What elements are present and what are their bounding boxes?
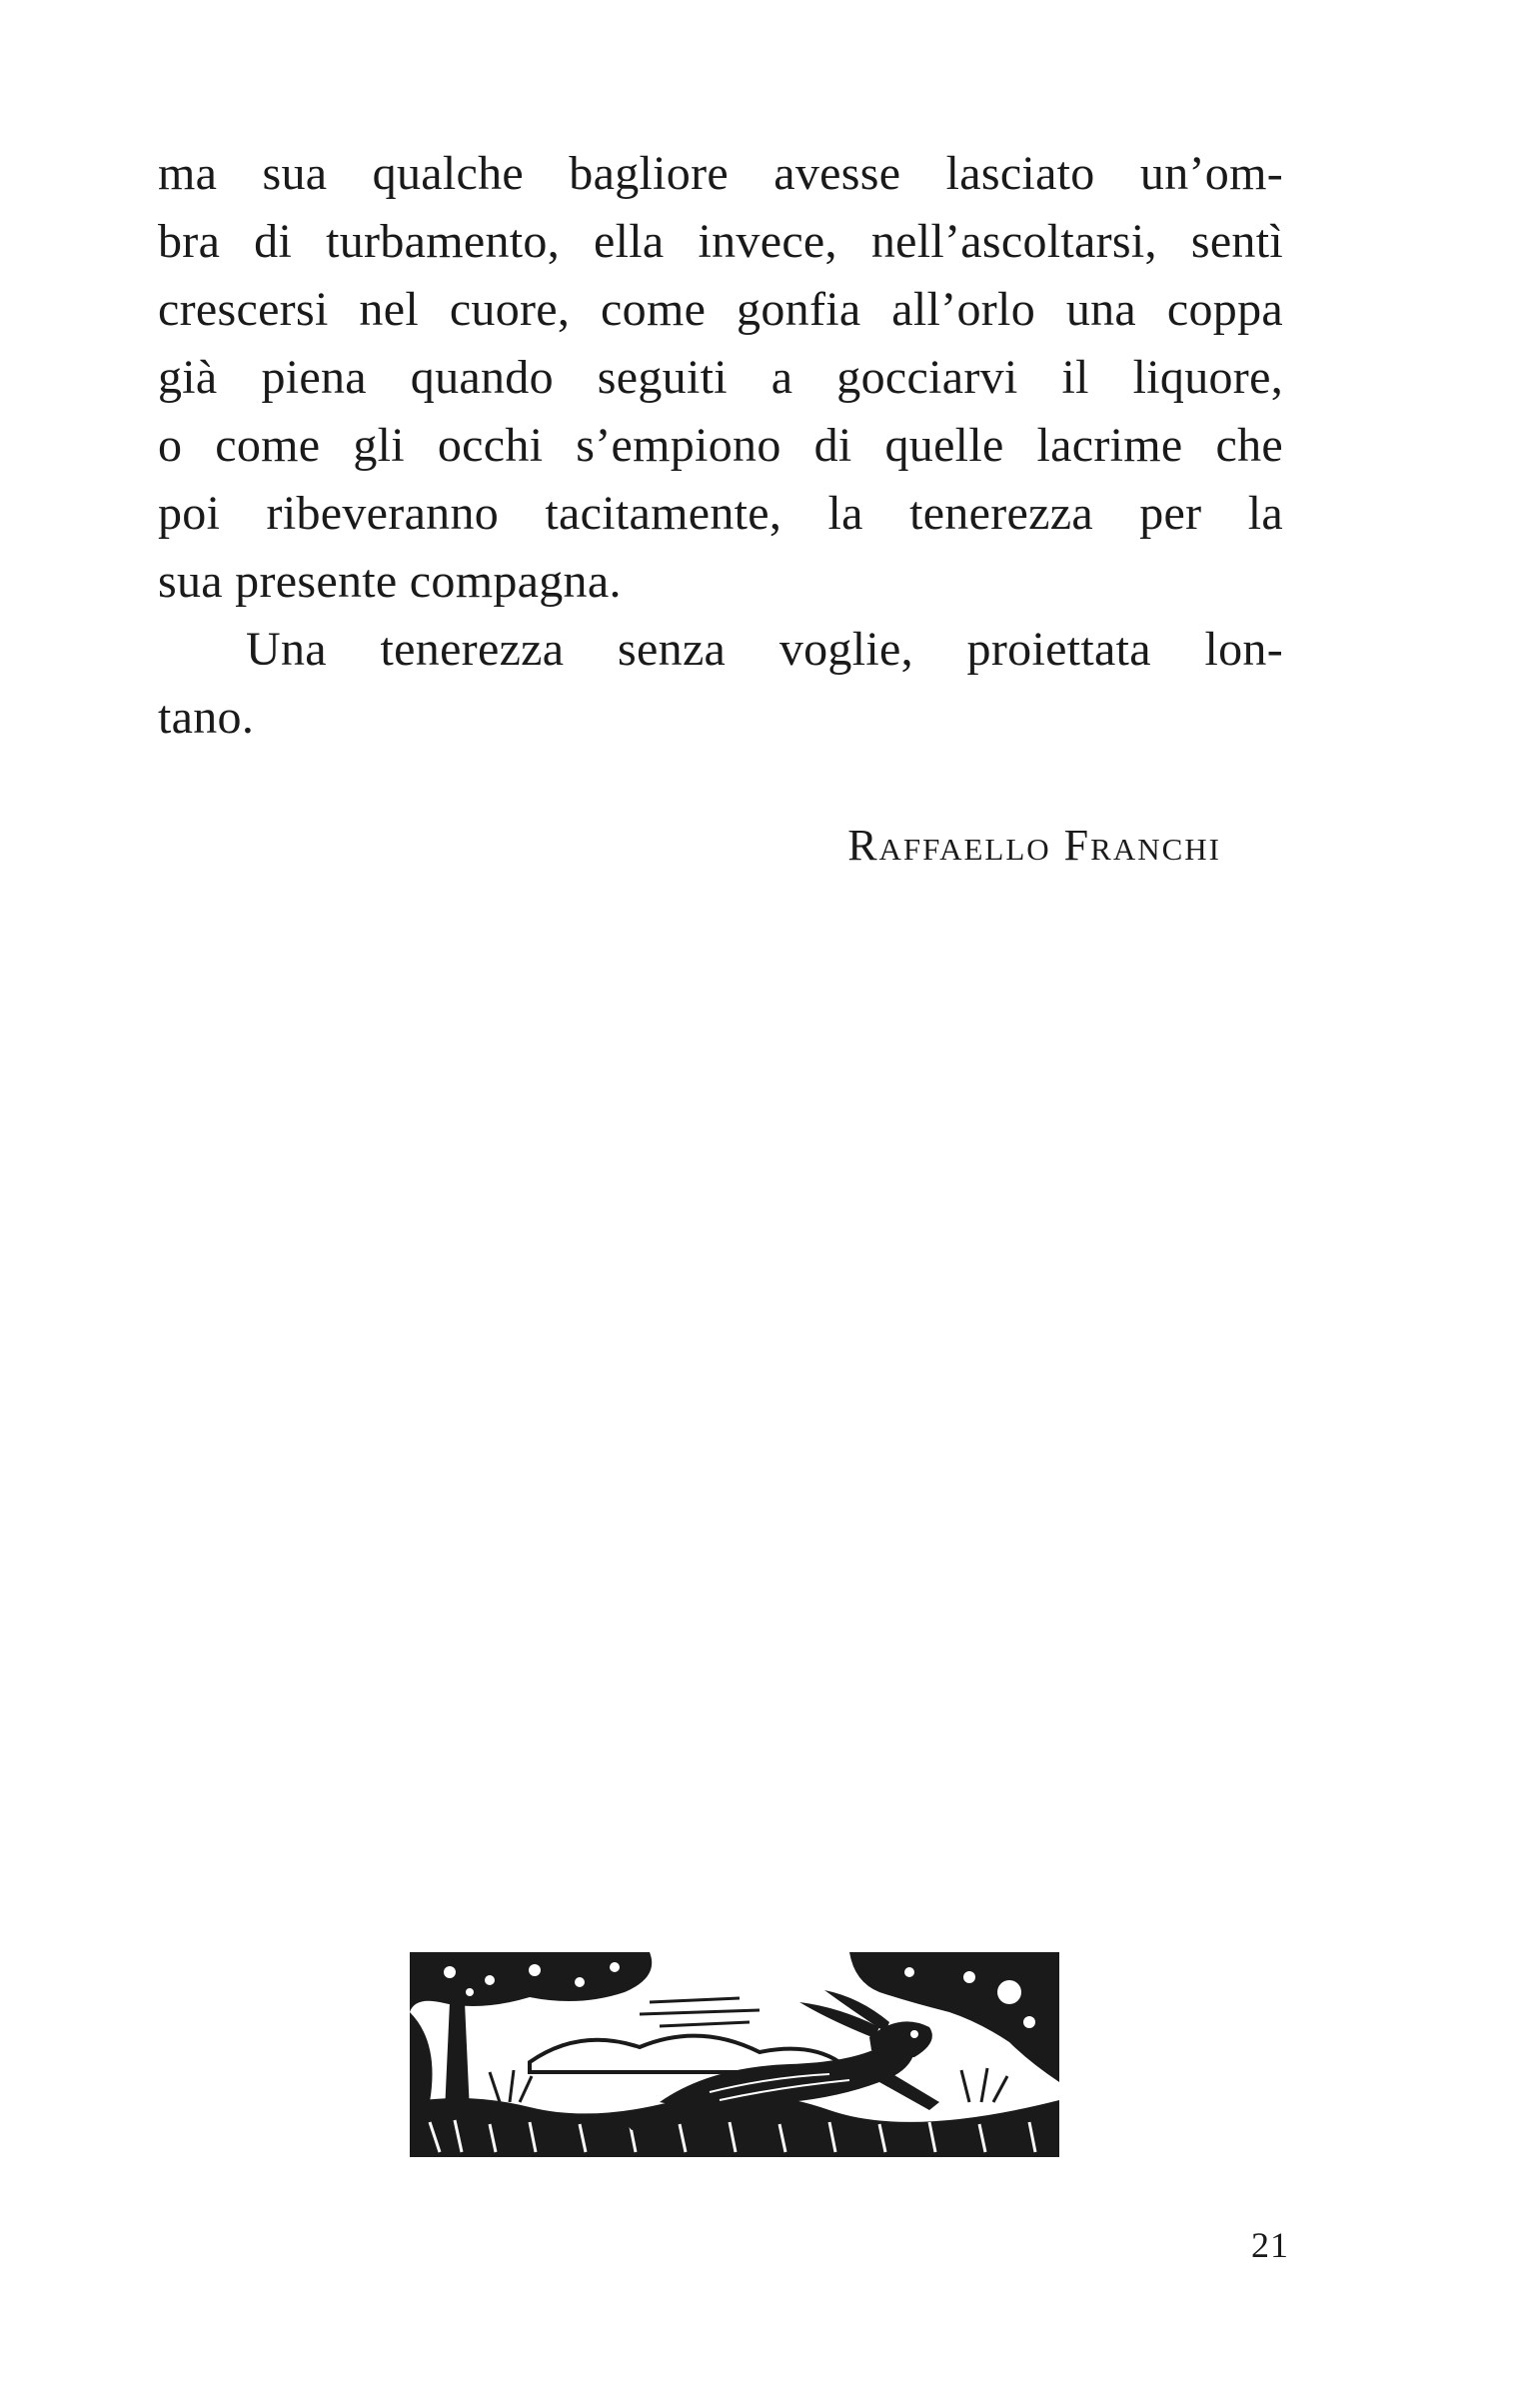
text-line: Una tenerezza senza voglie, proiettata lon- [246,623,1283,676]
text-line: crescersi nel cuore, come gonfia all’orlo una coppa [158,283,1283,336]
text-line: bra di turbamento, ella invece, nell’ascoltarsi, sentì [158,215,1283,268]
author-signature: Raffaello Franchi [847,821,1221,870]
body-text [158,140,1283,752]
text-line: già piena quando seguiti a gocciarvi il liquore, [158,351,1283,404]
text-line: sua presente compagna. [158,555,622,608]
text-line: ma sua qualche bagliore avesse lasciato un’om- [158,147,1283,200]
woodcut-hare-landscape-icon [410,1952,1059,2162]
text-line: tano. [158,691,255,744]
text-line: poi ribeveranno tacitamente, la tenerezza per la [158,487,1283,540]
page-number: 21 [1251,2225,1289,2265]
text-line: o come gli occhi s’empiono di quelle lacrime che [158,419,1283,472]
